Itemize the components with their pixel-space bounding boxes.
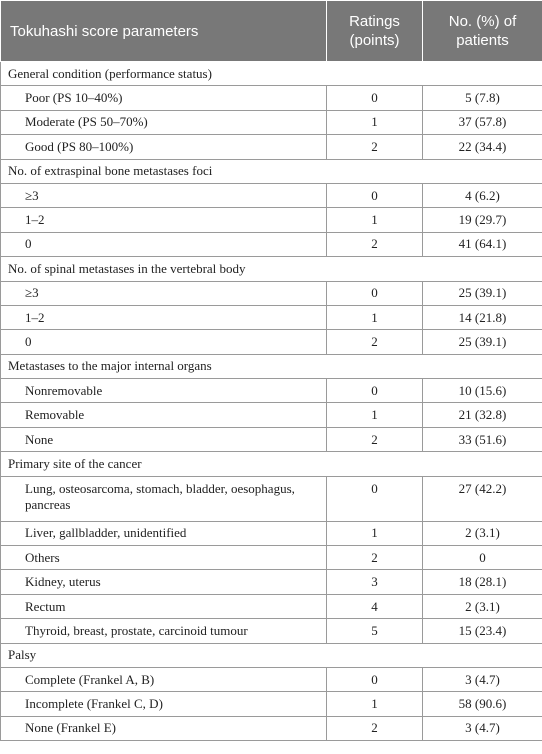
row-patients: 21 (32.8) bbox=[423, 403, 542, 427]
table-row bbox=[1, 667, 542, 691]
table-row bbox=[1, 86, 542, 110]
row-label: 1–2 bbox=[1, 208, 327, 232]
row-label: Poor (PS 10–40%) bbox=[1, 86, 327, 110]
header-ratings: Ratings (points) bbox=[327, 1, 423, 62]
row-rating: 3 bbox=[327, 570, 423, 594]
section-title: No. of spinal metastases in the vertebral body bbox=[1, 257, 542, 281]
table-row bbox=[1, 427, 542, 451]
row-patients: 15 (23.4) bbox=[423, 619, 542, 643]
row-rating: 0 bbox=[327, 476, 423, 521]
row-label: Removable bbox=[1, 403, 327, 427]
header-row bbox=[1, 1, 542, 62]
row-label: Moderate (PS 50–70%) bbox=[1, 110, 327, 134]
row-rating: 5 bbox=[327, 619, 423, 643]
row-label: None (Frankel E) bbox=[1, 716, 327, 740]
row-rating: 0 bbox=[327, 379, 423, 403]
row-rating: 2 bbox=[327, 330, 423, 354]
section-title: No. of extraspinal bone metastases foci bbox=[1, 159, 542, 183]
section-title: Primary site of the cancer bbox=[1, 452, 542, 476]
row-label: 0 bbox=[1, 330, 327, 354]
row-patients: 22 (34.4) bbox=[423, 135, 542, 159]
row-patients: 3 (4.7) bbox=[423, 667, 542, 691]
row-rating: 1 bbox=[327, 403, 423, 427]
section-row bbox=[1, 62, 542, 86]
row-label: Thyroid, breast, prostate, carcinoid tumour bbox=[1, 619, 327, 643]
row-rating: 0 bbox=[327, 667, 423, 691]
row-label: Others bbox=[1, 546, 327, 570]
table-row bbox=[1, 692, 542, 716]
row-label: ≥3 bbox=[1, 183, 327, 207]
row-label: Lung, osteosarcoma, stomach, bladder, oesophagus, pancreas bbox=[1, 476, 327, 521]
row-label: Rectum bbox=[1, 594, 327, 618]
section-row bbox=[1, 643, 542, 667]
table-row bbox=[1, 619, 542, 643]
row-patients: 2 (3.1) bbox=[423, 594, 542, 618]
table-row bbox=[1, 305, 542, 329]
row-rating: 2 bbox=[327, 135, 423, 159]
row-rating: 0 bbox=[327, 86, 423, 110]
section-row bbox=[1, 452, 542, 476]
table-row bbox=[1, 379, 542, 403]
row-patients: 37 (57.8) bbox=[423, 110, 542, 134]
section-title: Metastases to the major internal organs bbox=[1, 354, 542, 378]
row-rating: 1 bbox=[327, 305, 423, 329]
row-label: 0 bbox=[1, 232, 327, 256]
section-row bbox=[1, 159, 542, 183]
row-patients: 58 (90.6) bbox=[423, 692, 542, 716]
row-label: Good (PS 80–100%) bbox=[1, 135, 327, 159]
row-rating: 1 bbox=[327, 110, 423, 134]
row-patients: 25 (39.1) bbox=[423, 330, 542, 354]
section-row bbox=[1, 354, 542, 378]
row-patients: 10 (15.6) bbox=[423, 379, 542, 403]
row-rating: 1 bbox=[327, 692, 423, 716]
table-row bbox=[1, 330, 542, 354]
row-label: Incomplete (Frankel C, D) bbox=[1, 692, 327, 716]
table-row bbox=[1, 594, 542, 618]
row-label: Kidney, uterus bbox=[1, 570, 327, 594]
row-rating: 0 bbox=[327, 281, 423, 305]
row-patients: 19 (29.7) bbox=[423, 208, 542, 232]
table-row bbox=[1, 521, 542, 545]
table-row bbox=[1, 281, 542, 305]
row-patients: 0 bbox=[423, 546, 542, 570]
row-label: None bbox=[1, 427, 327, 451]
table-row bbox=[1, 232, 542, 256]
row-rating: 0 bbox=[327, 183, 423, 207]
row-rating: 2 bbox=[327, 546, 423, 570]
row-patients: 3 (4.7) bbox=[423, 716, 542, 740]
table-row bbox=[1, 570, 542, 594]
row-label: Complete (Frankel A, B) bbox=[1, 667, 327, 691]
row-patients: 41 (64.1) bbox=[423, 232, 542, 256]
row-rating: 2 bbox=[327, 427, 423, 451]
row-rating: 1 bbox=[327, 208, 423, 232]
row-rating: 1 bbox=[327, 521, 423, 545]
row-patients: 4 (6.2) bbox=[423, 183, 542, 207]
row-rating: 2 bbox=[327, 716, 423, 740]
row-patients: 2 (3.1) bbox=[423, 521, 542, 545]
row-patients: 27 (42.2) bbox=[423, 476, 542, 521]
table-row bbox=[1, 183, 542, 207]
row-rating: 2 bbox=[327, 232, 423, 256]
row-patients: 5 (7.8) bbox=[423, 86, 542, 110]
row-patients: 25 (39.1) bbox=[423, 281, 542, 305]
table-row bbox=[1, 716, 542, 740]
table-row bbox=[1, 208, 542, 232]
header-parameters: Tokuhashi score parameters bbox=[1, 1, 327, 62]
section-title: General condition (performance status) bbox=[1, 62, 542, 86]
row-patients: 14 (21.8) bbox=[423, 305, 542, 329]
table-row bbox=[1, 476, 542, 521]
row-patients: 33 (51.6) bbox=[423, 427, 542, 451]
table-row bbox=[1, 135, 542, 159]
row-label: 1–2 bbox=[1, 305, 327, 329]
row-label: Nonremovable bbox=[1, 379, 327, 403]
section-title: Palsy bbox=[1, 643, 542, 667]
table-row bbox=[1, 403, 542, 427]
table-row bbox=[1, 546, 542, 570]
row-patients: 18 (28.1) bbox=[423, 570, 542, 594]
row-label: ≥3 bbox=[1, 281, 327, 305]
row-label: Liver, gallbladder, unidentified bbox=[1, 521, 327, 545]
row-rating: 4 bbox=[327, 594, 423, 618]
section-row bbox=[1, 257, 542, 281]
header-patients: No. (%) of patients bbox=[423, 1, 542, 62]
table-row bbox=[1, 110, 542, 134]
